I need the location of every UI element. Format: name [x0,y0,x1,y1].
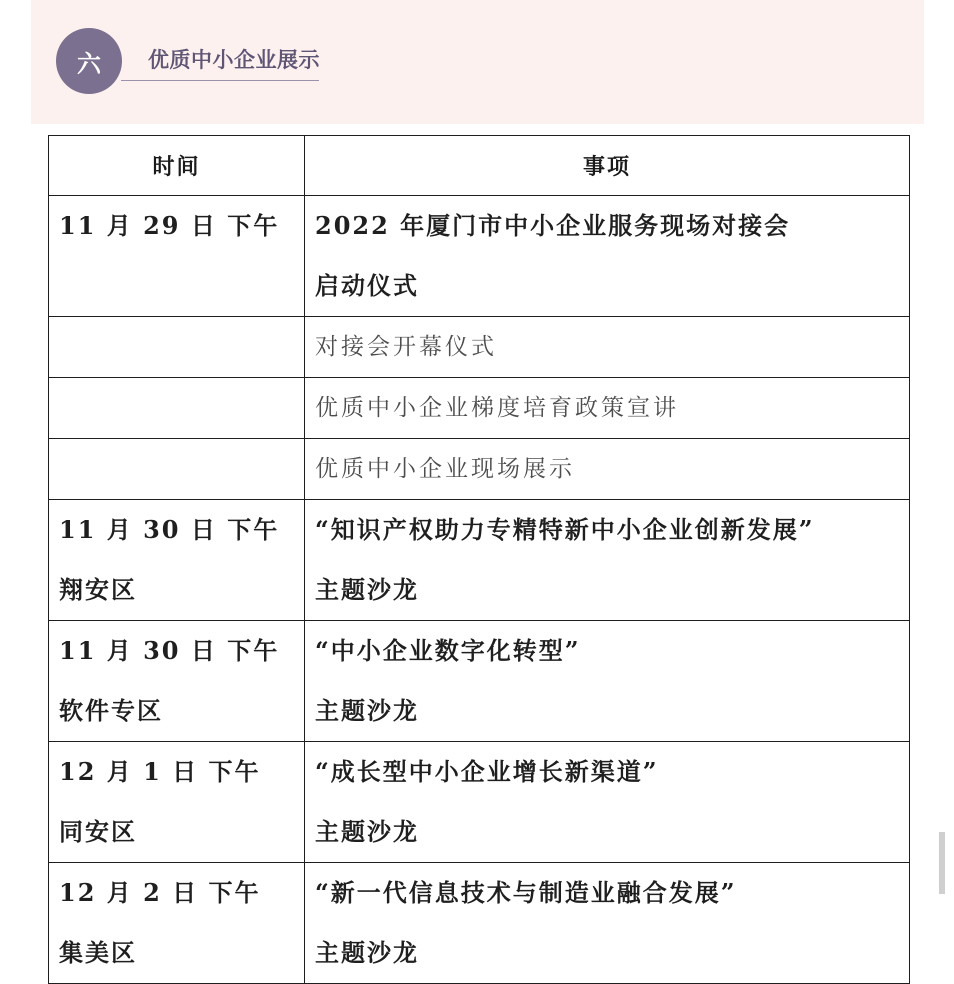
item-cell [305,378,910,439]
item-cell [305,196,910,317]
item-cell [305,317,910,378]
time-cell [49,439,305,500]
item-text: 优质中小企业梯度培育政策宣讲 [315,395,679,421]
table-row [49,500,910,621]
table-header-row [49,136,910,196]
section-header [31,0,924,124]
item-text: “新一代信息技术与制造业融合发展” [315,878,737,907]
item-text: 对接会开幕仪式 [315,334,497,360]
header-item: 事项 [305,136,910,196]
schedule-table [48,135,910,984]
time-cell [49,500,305,621]
item-text: 优质中小企业现场展示 [315,456,575,482]
time-text: 11 月 29 日 下午 [59,211,280,240]
item-text: 主题沙龙 [315,696,419,725]
section-number-badge [56,28,122,94]
item-text: 主题沙龙 [315,938,419,967]
time-text: 12 月 2 日 下午 [59,878,261,907]
item-text: 主题沙龙 [315,575,419,604]
time-cell [49,863,305,984]
item-cell [305,621,910,742]
schedule-body [49,196,910,984]
time-text: 软件专区 [59,696,163,725]
header-time: 时间 [49,136,305,196]
time-cell [49,378,305,439]
time-text: 11 月 30 日 下午 [59,636,280,665]
table-row [49,378,910,439]
time-text: 11 月 30 日 下午 [59,515,280,544]
item-text: “中小企业数字化转型” [315,636,581,665]
section-title: 优质中小企业展示 [148,48,320,72]
item-cell [305,500,910,621]
time-text: 12 月 1 日 下午 [59,757,261,786]
scrollbar-thumb[interactable] [939,832,945,894]
time-text: 翔安区 [59,575,137,604]
time-cell [49,196,305,317]
time-cell [49,317,305,378]
item-text: “知识产权助力专精特新中小企业创新发展” [315,515,815,544]
item-text: “成长型中小企业增长新渠道” [315,757,659,786]
table-row [49,742,910,863]
time-text: 集美区 [59,938,137,967]
time-text: 同安区 [59,817,137,846]
table-row [49,317,910,378]
table-row [49,439,910,500]
item-cell [305,439,910,500]
time-cell [49,742,305,863]
item-text: 主题沙龙 [315,817,419,846]
title-underline [121,80,319,81]
item-cell [305,742,910,863]
time-cell [49,621,305,742]
table-row [49,621,910,742]
section-number: 六 [77,49,101,78]
item-text: 2022 年厦门市中小企业服务现场对接会 [315,211,791,240]
item-text: 启动仪式 [315,271,419,300]
item-cell [305,863,910,984]
table-row [49,196,910,317]
table-row [49,863,910,984]
